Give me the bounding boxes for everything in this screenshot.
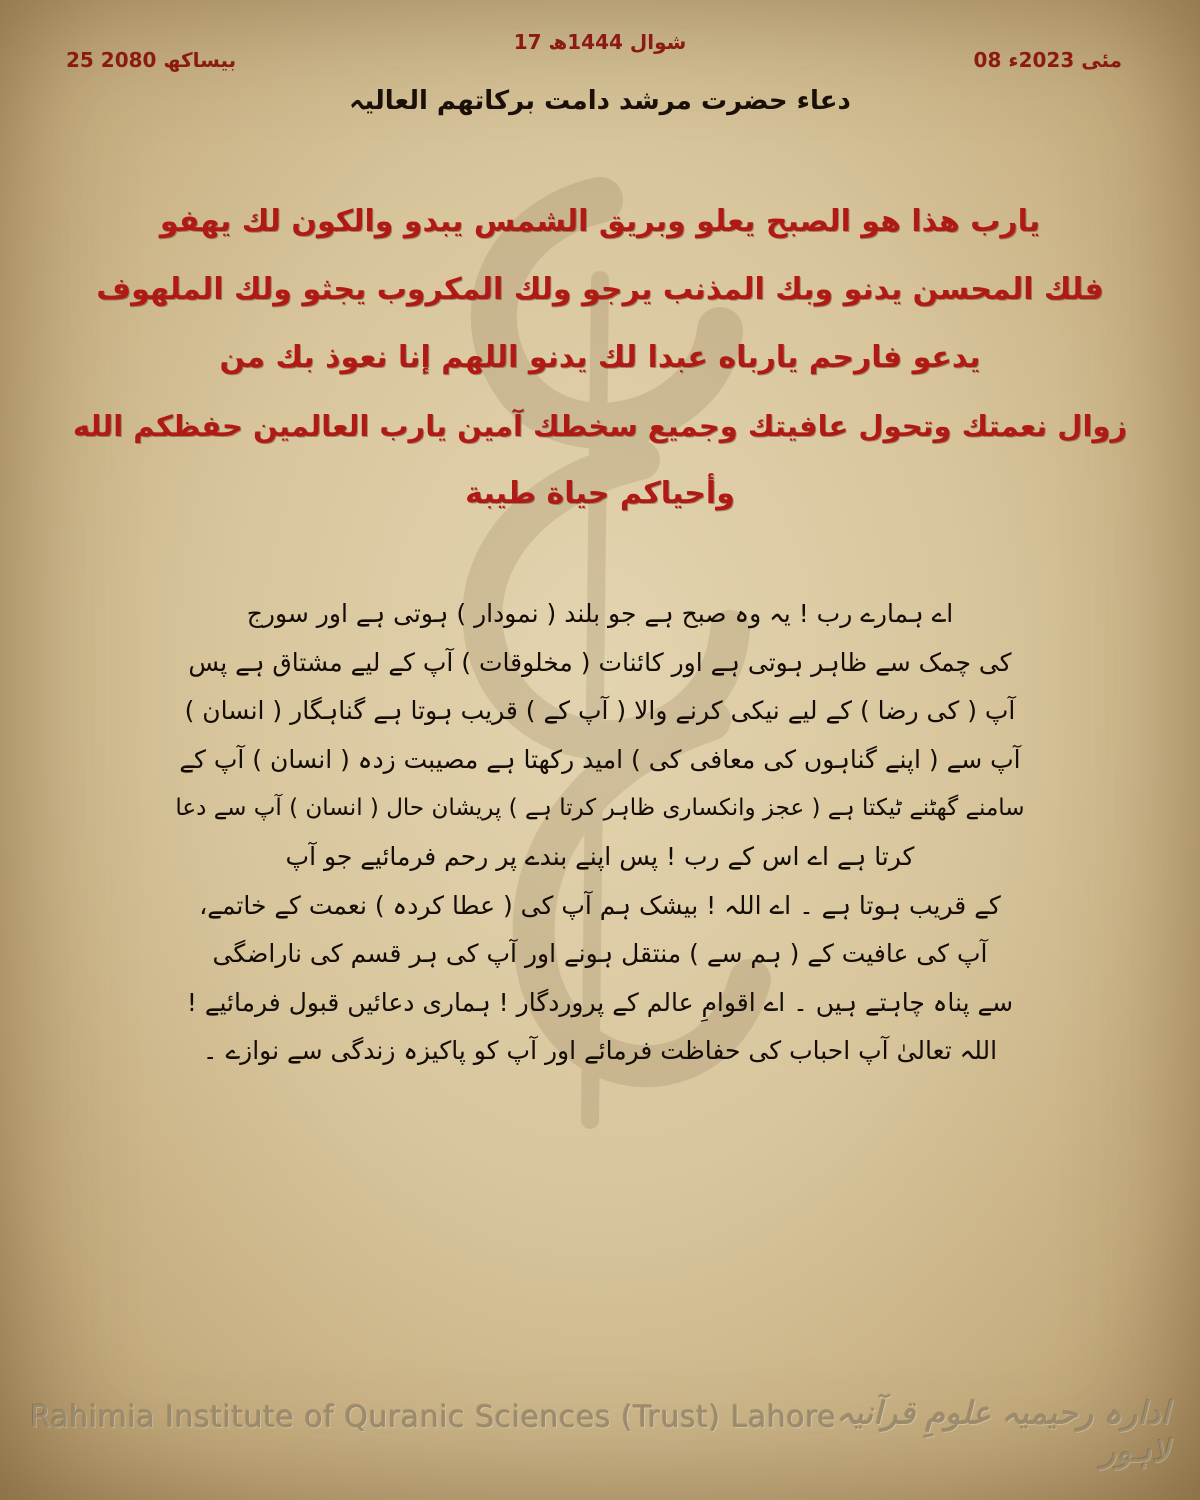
urdu-line: سامنے گھٹنے ٹیکتا ہے ( عجز وانکساری ظاہر کرتا ہے ) پریشان حال ( انسان ) آپ سے دعا	[175, 795, 1025, 822]
urdu-translation	[170, 590, 1030, 1076]
urdu-line: سے پناہ چاہتے ہیں ۔ اے اقوامِ عالم کے پروردگار ! ہماری دعائیں قبول فرمائیے !	[186, 987, 1014, 1017]
hijri-date: 17 شوال 1444ھ	[513, 30, 687, 54]
institute-logo-urdu: ادارہ رحیمیہ علومِ قرآنیہ لاہور	[836, 1394, 1170, 1470]
arabic-line: زوال نعمتك وتحول عافيتك وجميع سخطك آمين يارب العالمين حفظكم الله	[72, 409, 1128, 443]
page-title: دعاء حضرت مرشد دامت برکاتھم العالیہ	[349, 86, 851, 116]
arabic-line: فلك المحسن يدنو وبك المذنب يرجو ولك المكروب يجثو ولك الملهوف	[96, 272, 1104, 307]
urdu-line: کے قریب ہوتا ہے ۔ اے اللہ ! بیشک ہم آپ کی ( عطا کردہ ) نعمت کے خاتمے،	[199, 890, 1001, 920]
urdu-line: آپ ( کی رضا ) کے لیے نیکی کرنے والا ( آپ کے ) قریب ہوتا ہے گناہگار ( انسان )	[184, 696, 1016, 726]
urdu-line: آپ کی عافیت کے ( ہم سے ) منتقل ہونے اور آپ کی ہر قسم کی ناراضگی	[212, 939, 988, 969]
urdu-line: اللہ تعالیٰ آپ احباب کی حفاظت فرمائے اور آپ کو پاکیزہ زندگی سے نوازے ۔	[202, 1036, 998, 1066]
arabic-line: يارب هذا هو الصبح يعلو وبريق الشمس يبدو والكون لك يهفو	[159, 204, 1041, 239]
gregorian-date: 08 مئی 2023ء	[973, 48, 1122, 72]
arabic-line: وأحياكم حياة طيبة	[465, 476, 735, 511]
arabic-dua	[60, 188, 1140, 528]
bikrami-date: 25 بیساکھ 2080	[66, 48, 237, 72]
urdu-line: اے ہمارے رب ! یہ وہ صبح ہے جو بلند ( نمودار ) ہوتی ہے اور سورج	[246, 599, 954, 628]
arabic-line: يدعو فارحم يارباه عبدا لك يدنو اللهم إنا نعوذ بك من	[219, 340, 981, 375]
urdu-line: آپ سے ( اپنے گناہوں کی معافی کی ) امید رکھتا ہے مصیبت زدہ ( انسان ) آپ کے	[179, 744, 1021, 774]
urdu-line: کرتا ہے اے اس کے رب ! پس اپنے بندے پر رحم فرمائیے جو آپ	[285, 841, 915, 871]
urdu-line: کی چمک سے ظاہر ہوتی ہے اور کائنات ( مخلوقات ) آپ کے لیے مشتاق ہے پس	[188, 647, 1012, 677]
institute-name-english: Rahimia Institute of Quranic Sciences (Trust) Lahore	[30, 1400, 837, 1435]
